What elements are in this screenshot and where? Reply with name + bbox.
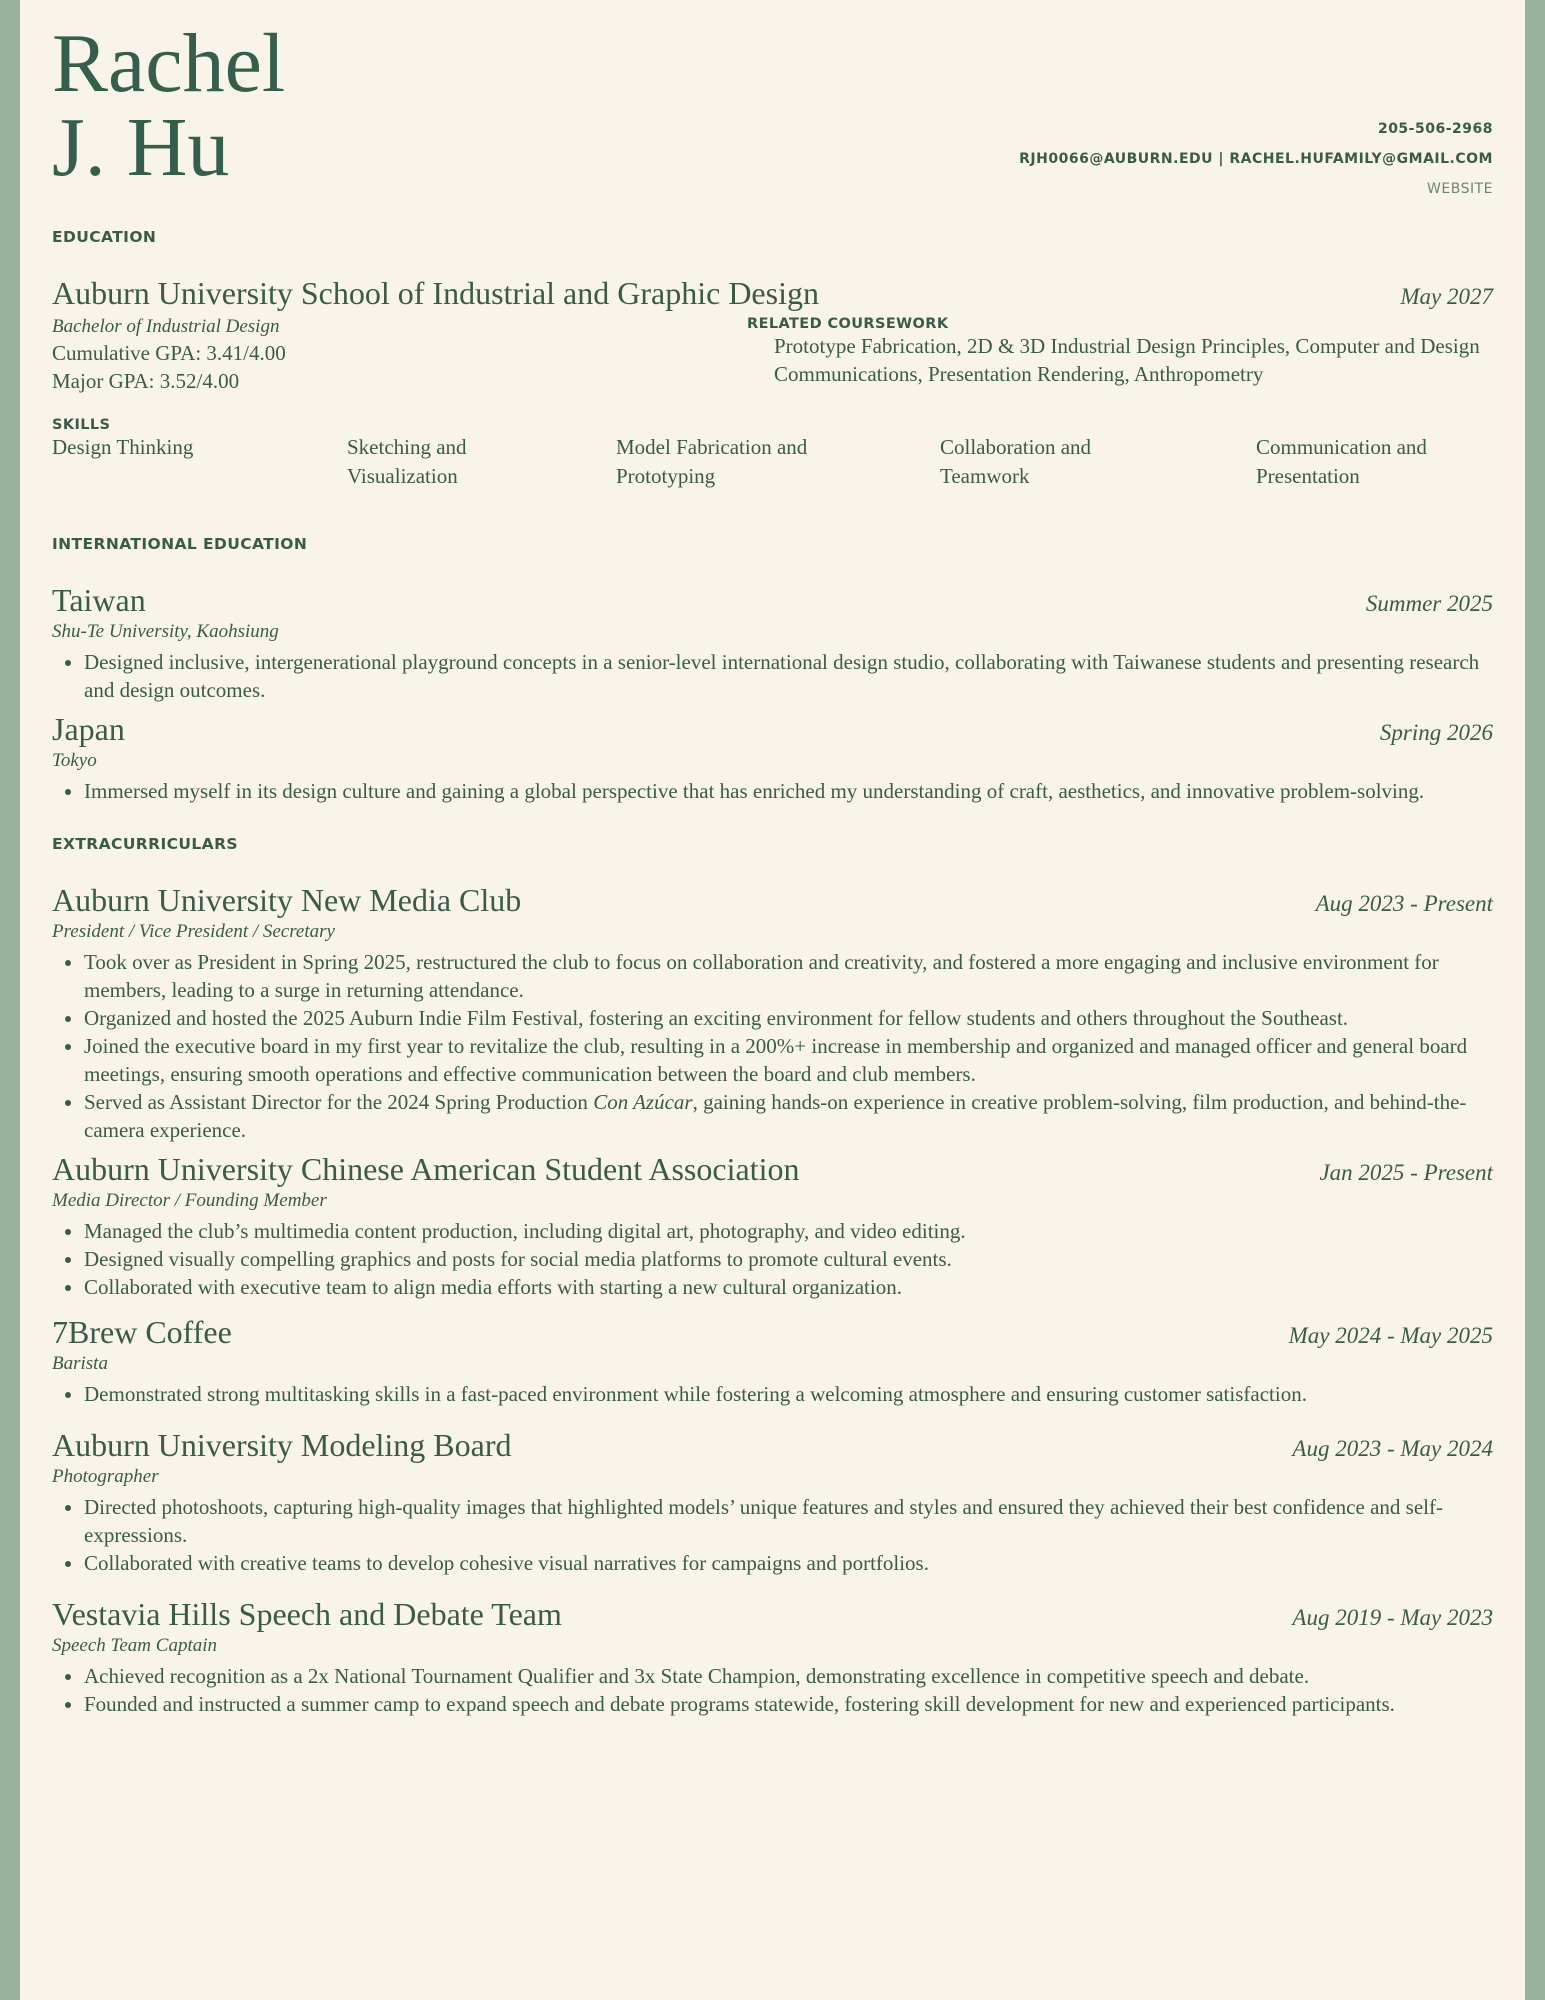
- coursework-title: RELATED COURSEWORK: [747, 316, 949, 332]
- entry-title: Taiwan: [52, 582, 146, 618]
- entry-subtitle: Shu-Te University, Kaohsiung: [52, 621, 279, 642]
- extra-entry-7brew: [52, 1313, 1493, 1408]
- entry-title: Auburn University New Media Club: [52, 882, 522, 918]
- bullet-item: • Collaborated with creative teams to develop cohesive visual narratives for campaigns and portfolios.: [84, 1549, 1493, 1577]
- entry-date: Summer 2025: [1365, 591, 1493, 616]
- entry-date: Aug 2023 - May 2024: [1292, 1436, 1493, 1461]
- extra-entry-modeling-board: [52, 1426, 1493, 1577]
- bullet-item: • Demonstrated strong multitasking skills in a fast-paced environment while fostering a welcoming atmosphere and ensuring customer satisfaction.: [84, 1380, 1493, 1408]
- education-coursework-block: [747, 314, 1493, 395]
- education-degree-block: [52, 314, 747, 395]
- bullet-item: • Immersed myself in its design culture and gaining a global perspective that has enriched my understanding of craft, aesthetics, and innovative problem-solving.: [84, 777, 1493, 805]
- education-gpa-cumulative: Cumulative GPA: 3.41/4.00: [52, 341, 286, 365]
- bullet-list: [52, 648, 1493, 704]
- bullet-list: [52, 1380, 1493, 1408]
- education-date: May 2027: [1400, 284, 1493, 309]
- bullet-item: • Organized and hosted the 2025 Auburn Indie Film Festival, fostering an exciting environment for fellow students and others throughout the Southeast.: [84, 1004, 1493, 1032]
- education-gpa-major: Major GPA: 3.52/4.00: [52, 369, 240, 393]
- entry-header: [52, 1426, 1493, 1464]
- bullet-item: • Designed inclusive, intergenerational playground concepts in a senior-level international design studio, collaborating with Taiwanese students and presenting research and design outcomes.: [84, 648, 1493, 704]
- contact-email[interactable]: RJH0066@AUBURN.EDU | RACHEL.HUFAMILY@GMAIL.COM: [1019, 151, 1493, 167]
- bullet-item: • Took over as President in Spring 2025, restructured the club to focus on collaboration and creativity, and fostered a more engaging and inclusive environment for members, leading to a surge in returning attendance.: [84, 948, 1493, 1004]
- contact-phone: 205-506-2968: [1377, 121, 1493, 137]
- entry-title: Vestavia Hills Speech and Debate Team: [52, 1596, 562, 1632]
- bullet-item: • Collaborated with executive team to align media efforts with starting a new cultural organization.: [84, 1273, 1493, 1301]
- skill-item: Design Thinking: [52, 435, 194, 459]
- skill-item: Sketching and Visualization: [347, 435, 467, 488]
- education-details: [52, 314, 1493, 395]
- bullet-item: • Managed the club’s multimedia content production, including digital art, photography, and video editing.: [84, 1217, 1493, 1245]
- bullet-text: , gaining hands-on experience in creative problem-solving, film production, and behind-the-camera experience.: [84, 1090, 1467, 1142]
- bullet-item: • Designed visually compelling graphics and posts for social media platforms to promote cultural events.: [84, 1245, 1493, 1273]
- name-last: J. Hu: [52, 101, 230, 194]
- name-first: Rachel: [52, 17, 286, 110]
- name-heading: [52, 17, 286, 194]
- bullet-item: [84, 1088, 1493, 1144]
- intl-entry-japan: [52, 710, 1493, 805]
- education-degree: Bachelor of Industrial Design: [52, 316, 280, 337]
- entry-header: [52, 881, 1493, 919]
- entry-date: Jan 2025 - Present: [1319, 1160, 1493, 1185]
- entry-subtitle: Tokyo: [52, 750, 97, 771]
- entry-subtitle: Media Director / Founding Member: [52, 1190, 327, 1211]
- entry-date: Spring 2026: [1379, 720, 1493, 745]
- entry-date: Aug 2019 - May 2023: [1292, 1605, 1493, 1630]
- entry-title: Auburn University Chinese American Student Association: [52, 1151, 800, 1187]
- entry-date: May 2024 - May 2025: [1288, 1323, 1493, 1348]
- bullet-item: • Joined the executive board in my first year to revitalize the club, resulting in a 200%+ increase in membership and organized and managed officer and general board meetings, ensuring smooth operations and effective communication between the board and club members.: [84, 1032, 1493, 1088]
- entry-subtitle: Barista: [52, 1353, 108, 1374]
- entry-header: [52, 1150, 1493, 1188]
- skills-list: [52, 433, 1493, 491]
- extra-entry-speech-debate: [52, 1595, 1493, 1718]
- section-title-extracurriculars: EXTRACURRICULARS: [52, 835, 238, 853]
- entry-title: 7Brew Coffee: [52, 1314, 232, 1350]
- entry-title: Japan: [52, 711, 125, 747]
- section-title-education: EDUCATION: [52, 228, 157, 246]
- entry-header: [52, 710, 1493, 748]
- entry-header: [52, 581, 1493, 619]
- skill-item: Collaboration and Teamwork: [940, 435, 1092, 488]
- entry-title: Auburn University Modeling Board: [52, 1427, 512, 1463]
- entry-date: Aug 2023 - Present: [1315, 891, 1493, 916]
- skill-item: Model Fabrication and Prototyping: [616, 435, 808, 488]
- bullet-list: [52, 777, 1493, 805]
- intl-entry-taiwan: [52, 581, 1493, 704]
- section-title-skills: SKILLS: [52, 417, 111, 433]
- bullet-item: • Directed photoshoots, capturing high-quality images that highlighted models’ unique features and styles and ensured they achieved their best confidence and self-expressions.: [84, 1493, 1493, 1549]
- coursework-list: Prototype Fabrication, 2D & 3D Industrial Design Principles, Computer and Design Communications, Presentation Rendering, Anthropometry: [774, 334, 1480, 386]
- production-title: Con Azúcar: [593, 1090, 693, 1114]
- education-school: Auburn University School of Industrial and Graphic Design: [52, 275, 819, 311]
- entry-subtitle: Photographer: [52, 1466, 159, 1487]
- entry-subtitle: President / Vice President / Secretary: [52, 921, 335, 942]
- bullet-item: • Achieved recognition as a 2x National Tournament Qualifier and 3x State Champion, demonstrating excellence in competitive speech and debate.: [84, 1662, 1493, 1690]
- entry-subtitle: Speech Team Captain: [52, 1635, 218, 1656]
- bullet-list: [52, 1493, 1493, 1577]
- resume-page: [20, 0, 1525, 2000]
- resume-content: [52, 228, 1493, 1718]
- entry-header: [52, 1595, 1493, 1633]
- entry-header: [52, 1313, 1493, 1351]
- skill-item: Communication and Presentation: [1256, 435, 1427, 488]
- contact-block: [1019, 114, 1493, 204]
- extra-entry-casa: [52, 1150, 1493, 1301]
- bullet-list: [52, 1217, 1493, 1301]
- bullet-list: [52, 948, 1493, 1144]
- section-title-international: INTERNATIONAL EDUCATION: [52, 535, 308, 553]
- education-header: [52, 274, 1493, 312]
- bullet-text: Served as Assistant Director for the 2024 Spring Production: [84, 1090, 594, 1114]
- contact-website[interactable]: WEBSITE: [1427, 181, 1493, 197]
- bullet-list: [52, 1662, 1493, 1718]
- bullet-item: • Founded and instructed a summer camp to expand speech and debate programs statewide, fostering skill development for new and experienced participants.: [84, 1690, 1493, 1718]
- extra-entry-new-media-club: [52, 881, 1493, 1144]
